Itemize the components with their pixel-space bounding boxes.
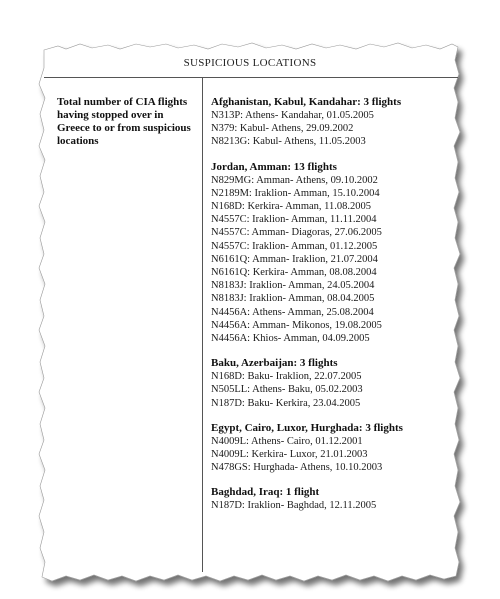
flight-groups [211, 96, 456, 525]
flight-entry: N8183J: Iraklion- Amman, 24.05.2004 [211, 280, 375, 292]
flight-entry: N4456A: Athens- Amman, 25.08.2004 [211, 306, 374, 318]
group-title: Baghdad, Iraq: 1 flight [211, 486, 320, 499]
flight-entry: N6161Q: Kerkira- Amman, 08.08.2004 [211, 267, 377, 279]
group-title: Baku, Azerbaijan: 3 flights [211, 357, 338, 370]
flight-entry: N187D: Baku- Kerkira, 23.04.2005 [211, 397, 361, 409]
group-egypt [211, 422, 456, 475]
flight-entry: N505LL: Athens- Baku, 05.02.2003 [211, 384, 363, 396]
group-baku [211, 357, 456, 410]
header-divider [44, 77, 458, 78]
flight-entry: N187D: Iraklion- Baghdad, 12.11.2005 [211, 500, 377, 512]
flight-entry: N4557C: Iraklion- Amman, 11.11.2004 [211, 214, 377, 226]
flight-entry: N8213G: Kabul- Athens, 11.05.2003 [211, 136, 366, 148]
document-header: SUSPICIOUS LOCATIONS [183, 57, 317, 69]
group-title: Jordan, Amman: 13 flights [211, 160, 337, 173]
flight-entry: N4557C: Amman- Diagoras, 27.06.2005 [211, 227, 382, 239]
group-jordan [211, 161, 456, 346]
flight-entry: N829MG: Amman- Athens, 09.10.2002 [211, 174, 378, 186]
flight-entry: N4456A: Khios- Amman, 04.09.2005 [211, 333, 370, 345]
group-iraq [211, 486, 456, 512]
flight-entry: N6161Q: Amman- Iraklion, 21.07.2004 [211, 253, 378, 265]
document-page [40, 44, 460, 582]
flight-entry: N4456A: Amman- Mikonos, 19.08.2005 [211, 319, 382, 331]
group-afghanistan [211, 96, 456, 149]
left-column-label: Total number of CIA flights having stopped over in Greece to or from suspicious locations [57, 96, 191, 147]
column-divider [202, 77, 203, 572]
flight-entry: N168D: Baku- Iraklion, 22.07.2005 [211, 371, 362, 383]
flight-entry: N2189M: Iraklion- Amman, 15.10.2004 [211, 187, 380, 199]
group-title: Afghanistan, Kabul, Kandahar: 3 flights [211, 96, 402, 108]
flight-entry: N4009L: Athens- Cairo, 01.12.2001 [211, 435, 363, 447]
flight-entry: N4009L: Kerkira- Luxor, 21.01.2003 [211, 449, 368, 461]
flight-entry: N478GS: Hurghada- Athens, 10.10.2003 [211, 462, 383, 474]
group-title: Egypt, Cairo, Luxor, Hurghada: 3 flights [211, 421, 403, 434]
flight-entry: N168D: Kerkira- Amman, 11.08.2005 [211, 201, 372, 213]
flight-entry: N379: Kabul- Athens, 29.09.2002 [211, 123, 354, 135]
flight-entry: N8183J: Iraklion- Amman, 08.04.2005 [211, 293, 375, 305]
flight-entry: N313P: Athens- Kandahar, 01.05.2005 [211, 110, 374, 121]
flight-entry: N4557C: Iraklion- Amman, 01.12.2005 [211, 240, 378, 252]
